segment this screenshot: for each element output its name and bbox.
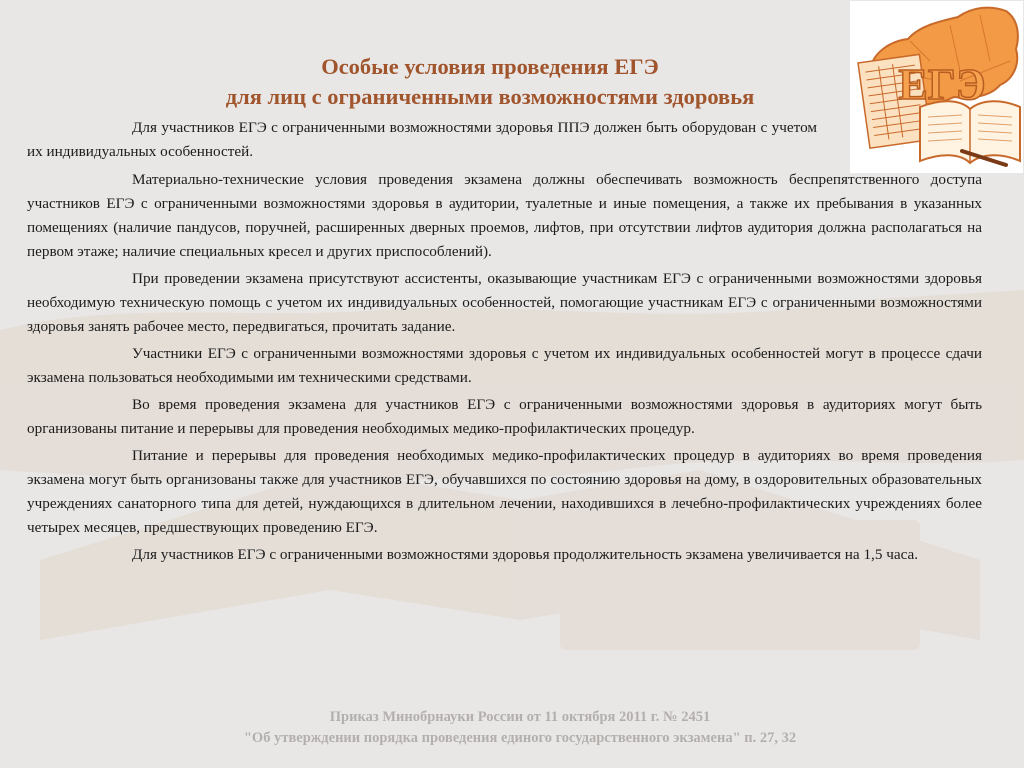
paragraph-6: Питание и перерывы для проведения необходимых медико-профилактических процедур в аудиториях во время проведения экзамена могут быть организованы также для участников ЕГЭ, обучавшихся по состоянию здоровья на дому, в оздоровительных образовательных учреждениях санаторного типа для детей, нуждающихся в длительном лечении, находившихся в лечебно-профилактических учреждениях более четырех месяцев, предшествующих проведению ЕГЭ. — [27, 447, 982, 536]
slide-title — [120, 52, 860, 112]
source-reference — [120, 707, 920, 749]
paragraph-3: При проведении экзамена присутствуют ассистенты, оказывающие участникам ЕГЭ с ограниченными возможностями здоровья необходимую техническую помощь с учетом их индивидуальных особенностей, помогающие участникам ЕГЭ с ограниченными возможностями здоровья занять рабочее место, передвигаться, прочитать задание. — [27, 270, 982, 335]
paragraph-5: Во время проведения экзамена для участников ЕГЭ с ограниченными возможностями здоровья в аудиториях могут быть организованы питание и перерывы для проведения необходимых медико-профилактических процедур. — [27, 396, 982, 437]
paragraph-2: Материально-технические условия проведения экзамена должны обеспечивать возможность беспрепятственного доступа участников ЕГЭ с ограниченными возможностями здоровья в аудитории, туалетные и иные помещения, а также их пребывания в указанных помещениях (наличие пандусов, поручней, расширенных дверных проемов, лифтов, при отсутствии лифтов аудитория должна располагаться на первом этаже; наличие специальных кресел и других приспособлений). — [27, 171, 982, 260]
main-content — [27, 116, 982, 567]
paragraph-7: Для участников ЕГЭ с ограниченными возможностями здоровья продолжительность экзамена увеличивается на 1,5 часа. — [132, 546, 919, 563]
title-line-2: для лиц с ограниченными возможностями здоровья — [225, 84, 755, 109]
reference-line-1: Приказ Минобрнауки России от 11 октября 2011 г. № 2451 — [329, 709, 711, 725]
paragraph-1: Для участников ЕГЭ с ограниченными возможностями здоровья ППЭ должен быть оборудован с учетом их индивидуальных особенностей. — [27, 119, 817, 160]
title-line-1: Особые условия проведения ЕГЭ — [321, 54, 659, 79]
paragraph-4: Участники ЕГЭ с ограниченными возможностями здоровья с учетом их индивидуальных особенностей могут в процессе сдачи экзамена пользоваться необходимыми им техническими средствами. — [27, 345, 982, 386]
reference-line-2: "Об утверждении порядка проведения единого государственного экзамена" п. 27, 32 — [243, 730, 797, 746]
logo-text: ЕГЭ — [898, 60, 986, 109]
